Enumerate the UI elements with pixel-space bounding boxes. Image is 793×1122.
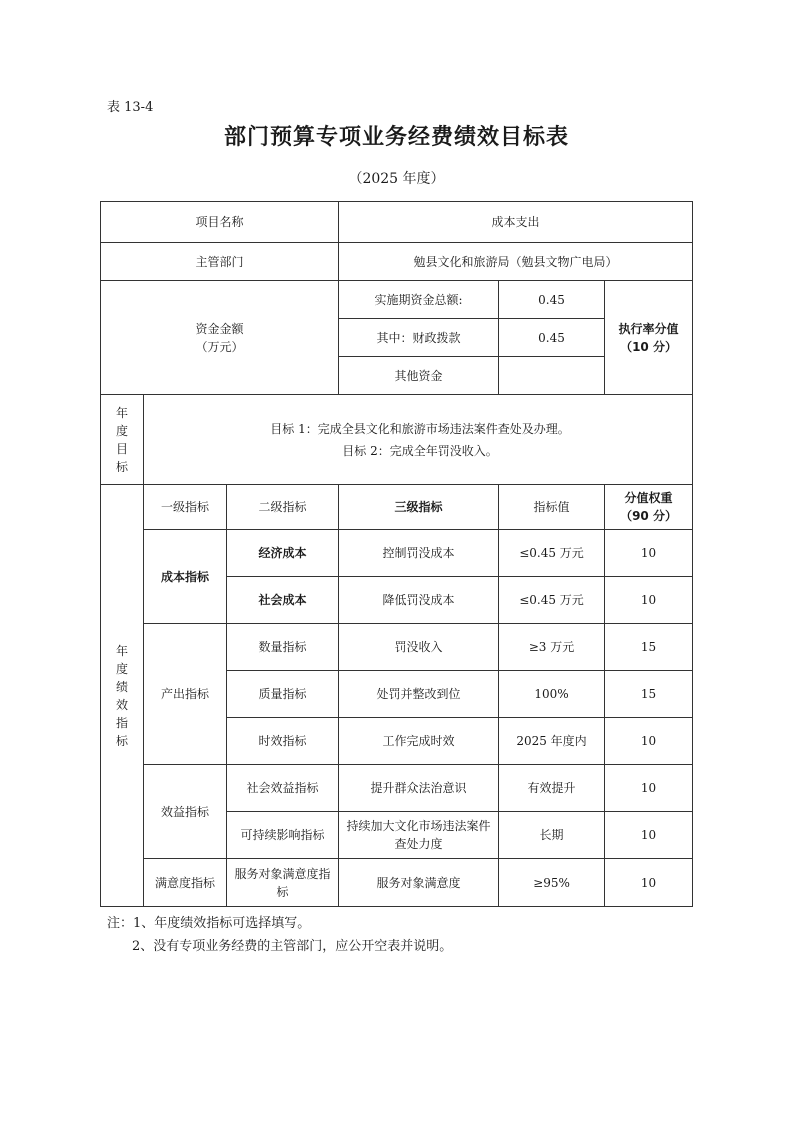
funds-total-row [101,281,693,319]
indicator-header-row [101,485,693,530]
performance-target-table [100,201,693,907]
level3-cell: 工作完成时效 [339,718,499,765]
level3-cell: 持续加大文化市场违法案件查处力度 [339,812,499,859]
weight-cell: 10 [605,577,693,624]
funds-label [101,281,339,395]
header-value: 指标值 [499,485,605,530]
header-level3: 三级指标 [339,485,499,530]
label-char: 效 [115,697,128,712]
value-cell: 长期 [499,812,605,859]
level2-cell: 社会效益指标 [227,765,339,812]
funds-other-label: 其他资金 [339,357,499,395]
value-cell: 2025 年度内 [499,718,605,765]
page-subtitle: （2025 年度） [348,171,445,187]
level3-cell: 服务对象满意度 [339,859,499,907]
group-benefit: 效益指标 [144,765,227,859]
header-weight [605,485,693,530]
value-cell: 100% [499,671,605,718]
value-cell: 有效提升 [499,765,605,812]
header-weight-line1: 分值权重 [624,491,673,505]
execution-rate-line2: （10 分） [620,339,677,354]
execution-rate-line1: 执行率分值 [618,321,679,336]
funds-other-value [499,357,605,395]
goal-2: 目标 2：完成全年罚没收入。 [342,443,498,458]
level2-cell: 质量指标 [227,671,339,718]
label-char: 度 [115,661,128,676]
level2-cell: 经济成本 [227,530,339,577]
funds-fiscal-value: 0.45 [499,319,605,357]
weight-cell: 10 [605,765,693,812]
project-name-row [101,202,693,243]
value-cell: ≥95% [499,859,605,907]
level3-cell: 控制罚没成本 [339,530,499,577]
funds-total-value: 0.45 [499,281,605,319]
header-level2: 二级指标 [227,485,339,530]
department-row [101,243,693,281]
performance-indicators-label [101,485,144,907]
level3-cell: 提升群众法治意识 [339,765,499,812]
label-char: 目 [115,441,128,456]
value-cell: ≤0.45 万元 [499,577,605,624]
footnote-1: 注：1、年度绩效指标可选择填写。 [107,916,311,931]
weight-cell: 15 [605,624,693,671]
label-char: 度 [115,423,128,438]
annual-goals-row [101,395,693,485]
label-char: 年 [115,405,128,420]
funds-label-line1: 资金金额 [195,321,244,336]
value-cell: ≥3 万元 [499,624,605,671]
label-char: 标 [115,733,128,748]
header-weight-line2: （90 分） [620,509,677,523]
level2-cell: 数量指标 [227,624,339,671]
funds-total-label: 实施期资金总额: [339,281,499,319]
funds-fiscal-label: 其中：财政拨款 [339,319,499,357]
table-row [101,530,693,577]
execution-rate-score [605,281,693,395]
value-cell: ≤0.45 万元 [499,530,605,577]
label-char: 标 [115,459,128,474]
project-name-label: 项目名称 [101,202,339,243]
level2-cell: 可持续影响指标 [227,812,339,859]
level3-cell: 处罚并整改到位 [339,671,499,718]
group-cost: 成本指标 [144,530,227,624]
weight-cell: 10 [605,859,693,907]
department-label: 主管部门 [101,243,339,281]
footnotes [107,912,452,958]
table-code: 表 13-4 [107,100,154,115]
annual-goals-content [144,395,693,485]
footnote-2: 2、没有专项业务经费的主管部门，应公开空表并说明。 [132,939,453,954]
group-output: 产出指标 [144,624,227,765]
label-char: 绩 [115,679,128,694]
table-row [101,765,693,812]
table-row [101,859,693,907]
level2-cell: 服务对象满意度指标 [227,859,339,907]
project-name-value: 成本支出 [339,202,693,243]
weight-cell: 10 [605,812,693,859]
funds-label-line2: （万元） [195,339,244,354]
page-title: 部门预算专项业务经费绩效目标表 [223,125,569,150]
annual-goals-label [101,395,144,485]
header-level1: 一级指标 [144,485,227,530]
level3-cell: 罚没收入 [339,624,499,671]
label-char: 年 [115,643,128,658]
label-char: 指 [115,715,128,730]
weight-cell: 10 [605,718,693,765]
department-value: 勉县文化和旅游局（勉县文物广电局） [339,243,693,281]
weight-cell: 15 [605,671,693,718]
weight-cell: 10 [605,530,693,577]
level2-cell: 时效指标 [227,718,339,765]
group-satisfaction: 满意度指标 [144,859,227,907]
level3-cell: 降低罚没成本 [339,577,499,624]
goal-1: 目标 1：完成全县文化和旅游市场违法案件查处及办理。 [270,421,570,436]
table-row [101,624,693,671]
level2-cell: 社会成本 [227,577,339,624]
